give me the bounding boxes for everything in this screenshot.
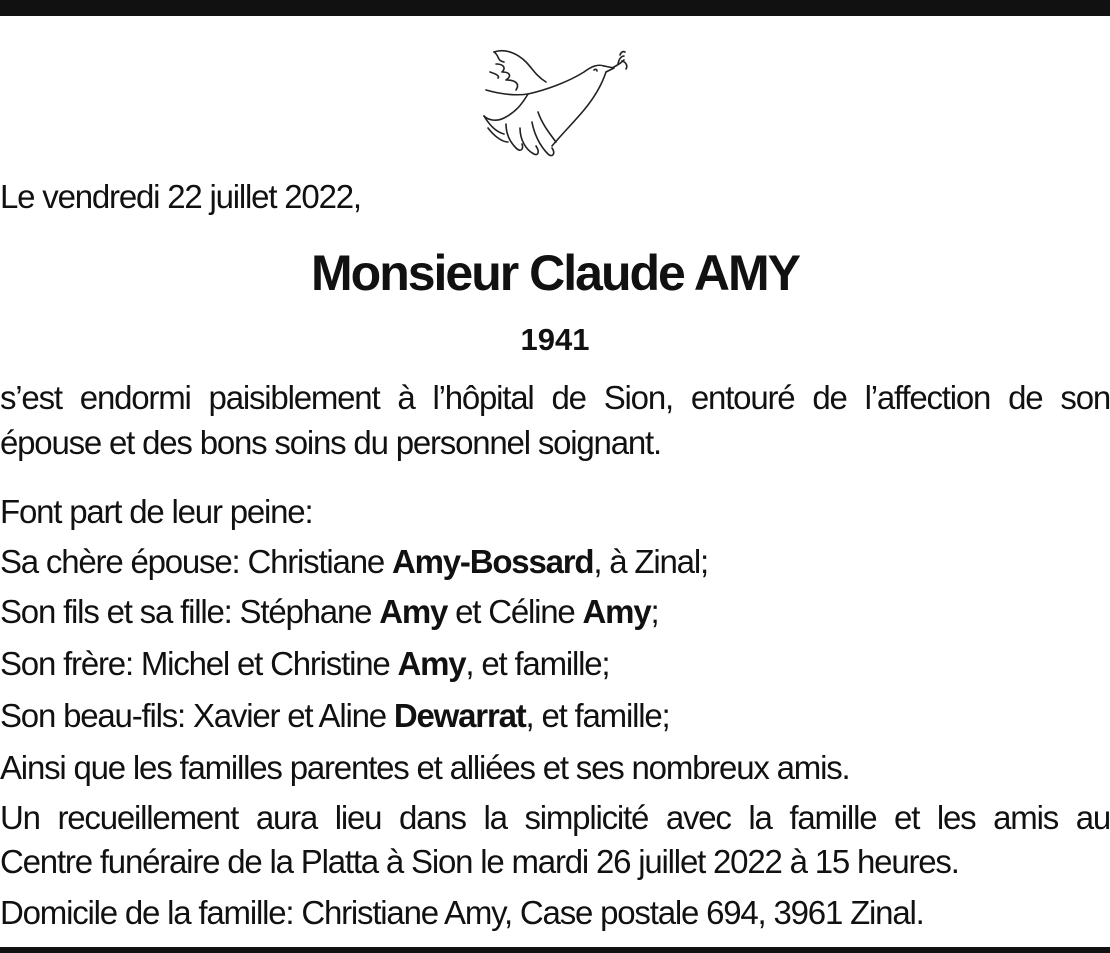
- date-line: Le vendredi 22 juillet 2022,: [0, 178, 361, 215]
- deceased-name: Monsieur Claude AMY: [311, 245, 799, 301]
- brother-prefix: Son frère: Michel et Christine: [0, 645, 398, 682]
- spouse-suffix: , à Zinal;: [593, 543, 708, 580]
- font-part-line: Font part de leur peine:: [0, 493, 313, 530]
- birth-year: 1941: [520, 322, 590, 357]
- dove-icon: [476, 42, 636, 167]
- family-line-children: [0, 592, 658, 632]
- children-surname-2: Amy: [582, 593, 651, 630]
- intro-line-1: s’est endormi paisiblement à l’hôpital de Sion, entouré de l’affection de son: [0, 379, 1110, 416]
- family-line-brother: [0, 644, 609, 684]
- bottom-border-rule: [0, 947, 1110, 953]
- children-prefix: Son fils et sa fille: Stéphane: [0, 593, 380, 630]
- family-line-spouse: [0, 542, 708, 582]
- relatives-line: Ainsi que les familles parentes et alliées et ses nombreux amis.: [0, 749, 850, 786]
- stepson-surname: Dewarrat: [393, 697, 526, 734]
- intro-line-2: épouse et des bons soins du personnel soignant.: [0, 424, 661, 461]
- children-surname-1: Amy: [379, 593, 448, 630]
- ceremony-line-1: Un recueillement aura lieu dans la simplicité avec la famille et les amis au: [0, 799, 1110, 836]
- top-border-rule: [0, 0, 1110, 16]
- brother-suffix: , et famille;: [465, 645, 610, 682]
- brother-surname: Amy: [397, 645, 466, 682]
- stepson-prefix: Son beau-fils: Xavier et Aline: [0, 697, 394, 734]
- children-middle: et Céline: [447, 593, 583, 630]
- stepson-suffix: , et famille;: [525, 697, 670, 734]
- family-line-stepson: [0, 696, 670, 736]
- address-line: Domicile de la famille: Christiane Amy, Case postale 694, 3961 Zinal.: [0, 894, 924, 931]
- spouse-surname: Amy-Bossard: [391, 543, 594, 580]
- children-suffix: ;: [650, 593, 659, 630]
- ceremony-line-2: Centre funéraire de la Platta à Sion le mardi 26 juillet 2022 à 15 heures.: [0, 843, 959, 880]
- spouse-prefix: Sa chère épouse: Christiane: [0, 543, 392, 580]
